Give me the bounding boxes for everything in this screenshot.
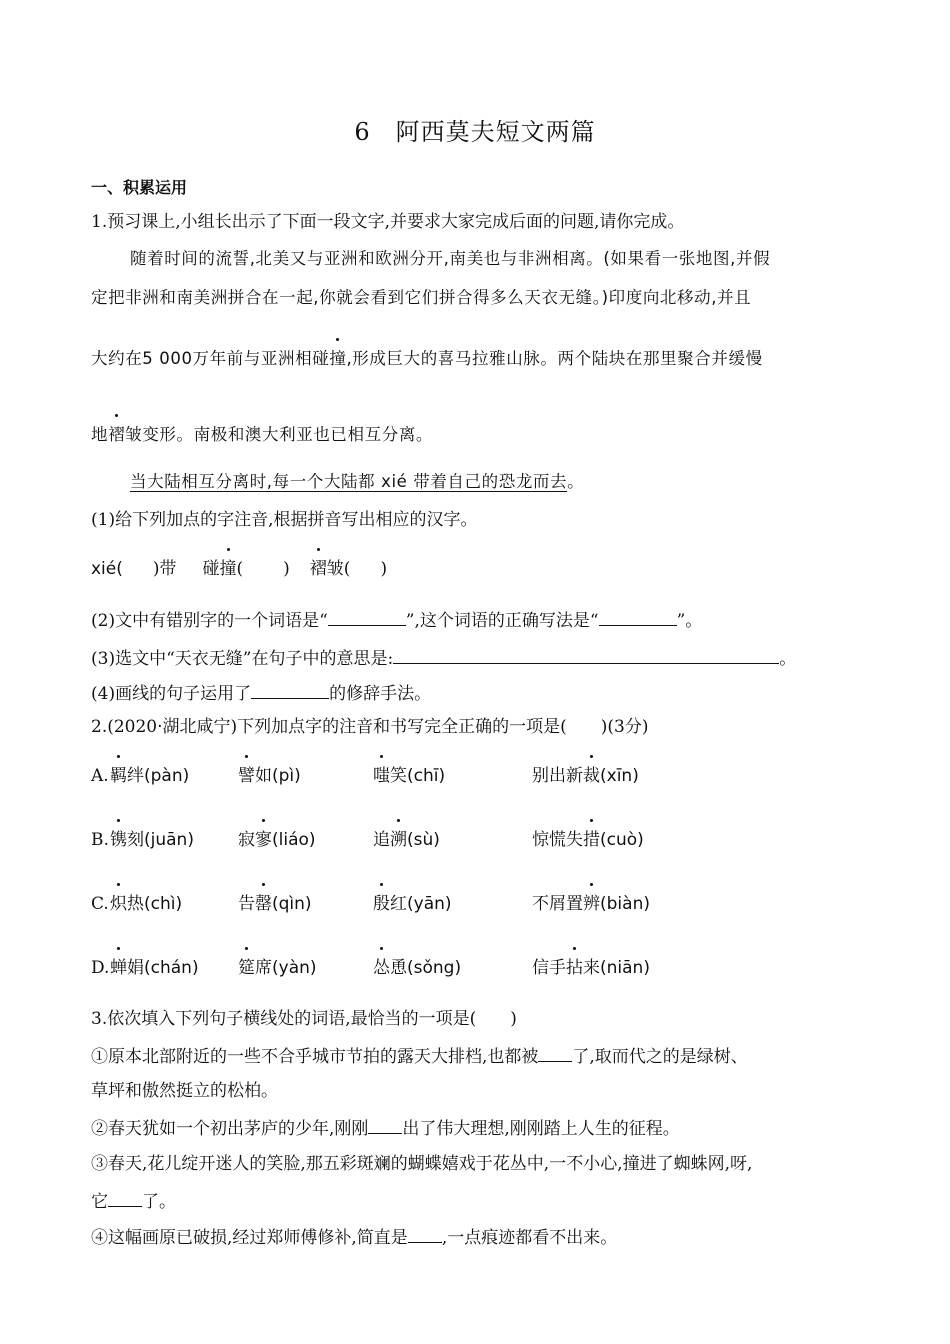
passage-line-4 — [91, 423, 433, 447]
answer-blank[interactable] — [599, 607, 677, 626]
pinyin: (cuò) — [600, 830, 644, 850]
passage-text: ,形成巨大的喜马拉雅山脉。两个陆块在那里聚合并缓慢 — [346, 349, 763, 368]
question-3-sentence-1 — [91, 1043, 748, 1069]
pinyin: (pàn) — [144, 766, 190, 786]
sub-question-2-text: (2)文中有错别字的一个词语是“ — [91, 611, 328, 631]
item-2-close: ) — [283, 559, 290, 579]
sentence-end: 。 — [567, 472, 585, 491]
dotted-char: 筵 — [238, 958, 255, 978]
question-3-sentence-4 — [91, 1224, 617, 1250]
dotted-char: 褶 — [108, 423, 125, 447]
dotted-char: 撞 — [329, 347, 346, 371]
word-part: 来 — [583, 958, 600, 978]
sentence-text: 了。 — [142, 1192, 176, 1212]
sub-question-3-text: (3)选文中“天衣无缝”在句子中的意思是: — [91, 649, 394, 669]
item-3-text: 皱( — [326, 559, 351, 579]
pinyin: (qìn) — [272, 894, 312, 914]
option-label[interactable]: B. — [91, 830, 109, 850]
option-word — [238, 956, 317, 980]
option-word — [110, 956, 199, 980]
sentence-text: ①原本北部附近的一些不合乎城市节拍的露天大排档,也都被 — [91, 1047, 539, 1067]
sub-question-2-text: ”。 — [676, 611, 703, 631]
dotted-char: 寥 — [255, 830, 272, 850]
item-2-open: ( — [236, 559, 244, 579]
word-part: 如 — [255, 766, 272, 786]
sub-question-3 — [91, 645, 796, 671]
word-part: 娟 — [127, 958, 144, 978]
dotted-char: 撞 — [219, 559, 237, 579]
question-3-sentence-2 — [91, 1115, 680, 1141]
word-part: 告 — [238, 894, 255, 914]
pinyin: (yàn) — [272, 958, 317, 978]
pinyin: (chī) — [407, 766, 446, 786]
answer-blank[interactable] — [408, 1224, 442, 1243]
item-3-close: ) — [380, 559, 388, 579]
answer-blank[interactable] — [251, 680, 329, 699]
answer-blank[interactable] — [393, 645, 779, 664]
dotted-char: 嗤 — [373, 766, 390, 786]
word-part: 笑 — [390, 766, 407, 786]
word-part: 信手 — [532, 958, 566, 978]
sub-question-1: (1)给下列加点的字注音,根据拼音写出相应的汉字。 — [91, 510, 478, 530]
page-title: 6 阿西莫夫短文两篇 — [354, 118, 596, 146]
sub-question-3-text: 。 — [779, 649, 797, 669]
question-2-prompt: 2.(2020·湖北咸宁)下列加点字的注音和书写完全正确的一项是( )(3分) — [91, 717, 649, 737]
option-label[interactable]: A. — [91, 766, 109, 786]
option-word — [110, 828, 194, 852]
underlined-text: 当大陆相互分离时,每一个大陆都 xié 带着自己的恐龙而去 — [130, 472, 568, 491]
sentence-text: 它 — [91, 1192, 108, 1212]
option-word — [373, 956, 461, 980]
question-1-prompt: 1.预习课上,小组长出示了下面一段文字,并要求大家完成后面的问题,请你完成。 — [91, 212, 685, 232]
sentence-text: 出了伟大理想,刚刚踏上人生的征程。 — [402, 1119, 680, 1139]
dotted-char: 镌 — [110, 830, 127, 850]
answer-blank[interactable] — [538, 1043, 572, 1062]
option-word — [238, 892, 312, 916]
pinyin: (juān) — [144, 830, 194, 850]
question-3-sentence-3: ③春天,花儿绽开迷人的笑脸,那五彩斑斓的蝴蝶嬉戏于花丛中,一不小心,撞进了蜘蛛网,呀, — [91, 1154, 753, 1174]
pinyin: (liáo) — [272, 830, 316, 850]
option-word — [373, 764, 445, 788]
pinyin: (biàn) — [600, 894, 650, 914]
option-word — [110, 892, 182, 916]
sub-question-4 — [91, 680, 431, 706]
word-part: 刻 — [127, 830, 144, 850]
passage-line-1: 随着时间的流誓,北美又与亚洲和欧洲分开,南美也与非洲相离。(如果看一张地图,并假 — [130, 249, 771, 268]
option-word — [110, 764, 189, 788]
option-label[interactable]: D. — [91, 958, 110, 978]
dotted-char: 殷 — [373, 894, 390, 914]
sub-question-4-text: (4)画线的句子运用了 — [91, 684, 252, 704]
option-word — [238, 764, 301, 788]
option-word — [373, 828, 440, 852]
answer-blank[interactable] — [328, 607, 406, 626]
option-word — [532, 828, 644, 852]
dotted-char: 溯 — [390, 830, 407, 850]
sub-question-1-items — [91, 557, 387, 581]
pinyin: (sù) — [407, 830, 440, 850]
dotted-char: 羁 — [110, 766, 127, 786]
option-word — [238, 828, 316, 852]
item-2-text: 碰 — [202, 559, 220, 579]
dotted-char: 褶 — [309, 559, 327, 579]
pinyin-item-1-a: xié( — [91, 559, 123, 579]
pinyin: (xīn) — [600, 766, 639, 786]
passage-text: 大约在5 000万年前与亚洲相碰 — [91, 349, 330, 368]
question-3-prompt: 3.依次填入下列句子横线处的词语,最恰当的一项是( ) — [91, 1009, 517, 1029]
dotted-char: 拈 — [566, 958, 583, 978]
option-word — [532, 764, 639, 788]
sentence-text: ④这幅画原已破损,经过郑师傅修补,简直是 — [91, 1228, 408, 1248]
dotted-char: 譬 — [238, 766, 255, 786]
word-part: 惊慌失 — [532, 830, 583, 850]
pinyin-item-1-b: )带 — [152, 559, 177, 579]
pinyin: (chán) — [144, 958, 199, 978]
pinyin: (chì) — [144, 894, 183, 914]
dotted-char: 怂 — [373, 958, 390, 978]
word-part: 追 — [373, 830, 390, 850]
dotted-char: 炽 — [110, 894, 127, 914]
pinyin: (pì) — [272, 766, 301, 786]
word-part: 不屑置 — [532, 894, 583, 914]
dotted-char: 蝉 — [110, 958, 127, 978]
passage-text: 地 — [91, 425, 109, 444]
passage-line-3 — [91, 347, 763, 371]
word-part: 红 — [390, 894, 407, 914]
option-word — [532, 892, 650, 916]
dotted-char: 裁 — [583, 766, 600, 786]
pinyin: (sǒng) — [407, 958, 462, 978]
question-3-sentence-3-cont — [91, 1188, 176, 1214]
pinyin: (yān) — [407, 894, 452, 914]
answer-blank[interactable] — [108, 1188, 142, 1207]
sentence-text: ②春天犹如一个初出茅庐的少年,刚刚 — [91, 1119, 369, 1139]
word-part: 热 — [127, 894, 144, 914]
word-part: 席 — [255, 958, 272, 978]
section-heading: 一、积累运用 — [91, 178, 188, 197]
sentence-text: ,一点痕迹都看不出来。 — [441, 1228, 618, 1248]
sub-question-2-text: ”,这个词语的正确写法是“ — [405, 611, 599, 631]
question-3-sentence-1-cont: 草坪和傲然挺立的松柏。 — [91, 1081, 278, 1101]
passage-text: 皱变形。南极和澳大利亚也已相互分离。 — [125, 425, 434, 444]
underlined-sentence — [130, 470, 584, 494]
sentence-text: 了,取而代之的是绿树、 — [572, 1047, 748, 1067]
word-part: 恿 — [390, 958, 407, 978]
dotted-char: 罄 — [255, 894, 272, 914]
sub-question-4-text: 的修辞手法。 — [329, 684, 432, 704]
dotted-char: 辨 — [583, 894, 600, 914]
answer-blank[interactable] — [368, 1115, 402, 1134]
word-part: 绊 — [127, 766, 144, 786]
dotted-char: 措 — [583, 830, 600, 850]
pinyin: (niān) — [600, 958, 650, 978]
sub-question-2 — [91, 607, 702, 633]
word-part: 别出新 — [532, 766, 583, 786]
option-word — [373, 892, 452, 916]
option-word — [532, 956, 650, 980]
word-part: 寂 — [238, 830, 255, 850]
option-label[interactable]: C. — [91, 894, 109, 914]
passage-line-2: 定把非洲和南美洲拼合在一起,你就会看到它们拼合得多么天衣无缝。)印度向北移动,并且 — [91, 288, 752, 307]
